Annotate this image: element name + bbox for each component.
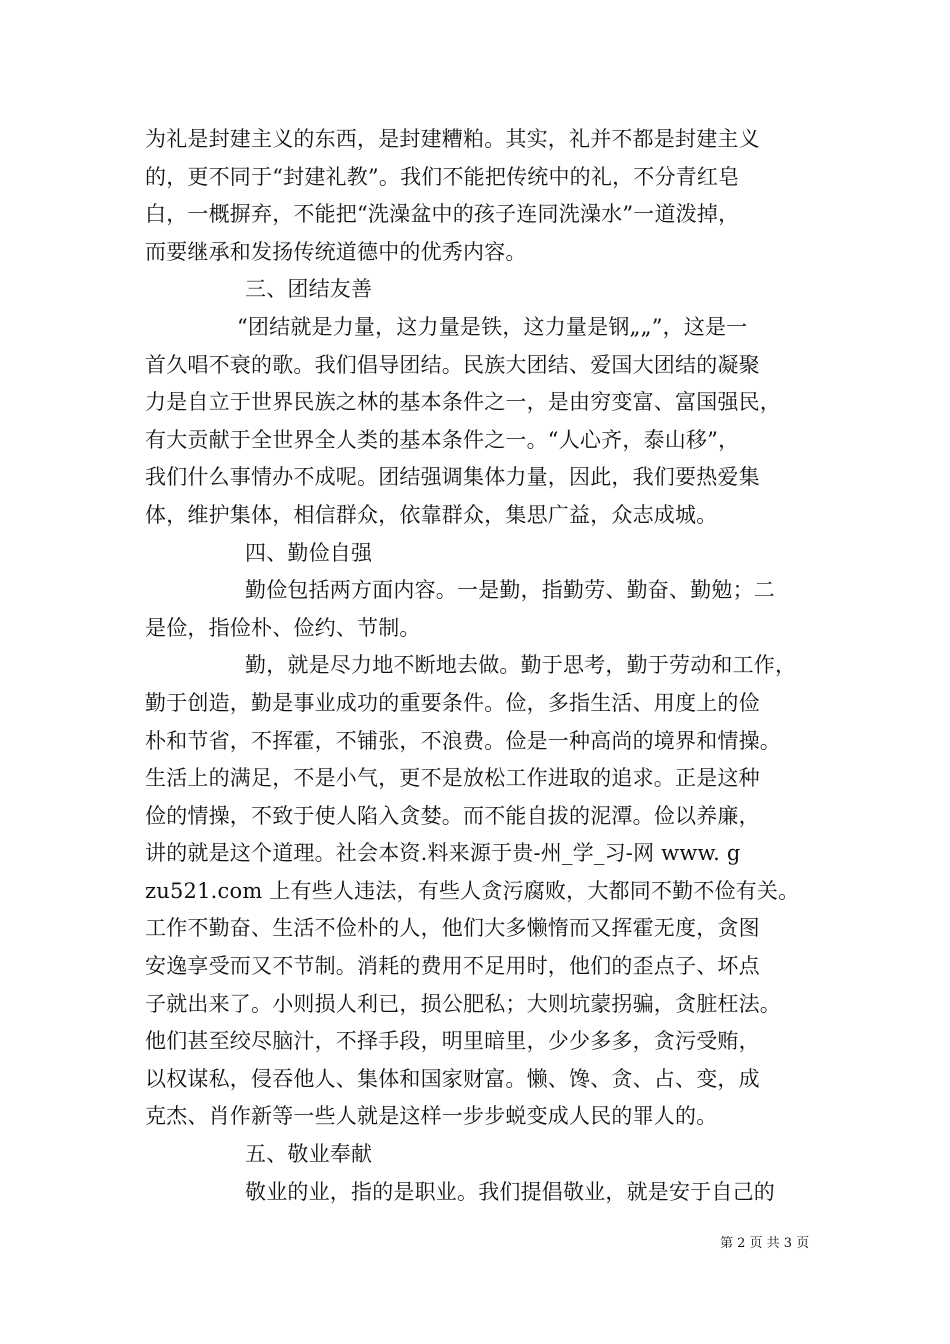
section-heading-diligence: 四、勤俭自强 xyxy=(245,540,373,565)
paragraph-line: zu521.com 上有些人违法，有些人贪污腐败，大都同不勤不俭有关。 xyxy=(145,878,800,903)
paragraph-line: 我们什么事情办不成呢。团结强调集体力量，因此，我们要热爱集 xyxy=(145,465,760,490)
paragraph-line: 力是自立于世界民族之林的基本条件之一，是由穷变富、富国强民， xyxy=(145,390,781,415)
paragraph-line: 克杰、肖作新等一些人就是这样一步步蜕变成人民的罪人的。 xyxy=(145,1104,718,1129)
paragraph-line: 生活上的满足，不是小气，更不是放松工作进取的追求。正是这种 xyxy=(145,766,760,791)
paragraph-line: 工作不勤奋、生活不俭朴的人，他们大多懒惰而又挥霍无度，贪图 xyxy=(145,916,760,941)
paragraph-line: 为礼是封建主义的东西，是封建糟粕。其实，礼并不都是封建主义 xyxy=(145,127,760,151)
paragraph-line: 勤俭包括两方面内容。一是勤，指勤劳、勤奋、勤勉；二 xyxy=(245,578,775,603)
paragraph-line: “团结就是力量，这力量是铁，这力量是钢„„”，这是一 xyxy=(237,314,748,339)
section-heading-unity: 三、团结友善 xyxy=(245,277,373,302)
paragraph-line: 讲的就是这个道理。社会本资.料来源于贵-州_学_习-网 www. g xyxy=(145,841,741,866)
paragraph-line: 他们甚至绞尽脑汁，不择手段，明里暗里，少少多多，贪污受贿， xyxy=(145,1029,760,1054)
paragraph-line: 以权谋私，侵吞他人、集体和国家财富。懒、馋、贪、占、变，成 xyxy=(145,1066,760,1091)
paragraph-line: 是俭，指俭朴、俭约、节制。 xyxy=(145,615,421,640)
page-number: 第 2 页 共 3 页 xyxy=(720,1236,810,1251)
paragraph-line: 有大贡献于全世界全人类的基本条件之一。“人心齐，泰山移”， xyxy=(145,427,740,452)
paragraph-line: 朴和节省，不挥霍，不铺张，不浪费。俭是一种高尚的境界和情操。 xyxy=(145,728,781,753)
paragraph-line: 勤于创造，勤是事业成功的重要条件。俭，多指生活、用度上的俭 xyxy=(145,690,760,715)
paragraph-line: 安逸享受而又不节制。消耗的费用不足用时，他们的歪点子、坏点 xyxy=(145,954,760,979)
paragraph-line: 子就出来了。小则损人利已，损公肥私；大则坑蒙拐骗，贪脏枉法。 xyxy=(145,991,781,1016)
paragraph-line: 敬业的业，指的是职业。我们提倡敬业，就是安于自己的 xyxy=(245,1179,775,1204)
paragraph-line: 而要继承和发扬传统道德中的优秀内容。 xyxy=(145,239,527,264)
paragraph-line: 体，维护集体，相信群众，依靠群众，集思广益，众志成城。 xyxy=(145,502,718,527)
section-heading-dedication: 五、敬业奉献 xyxy=(245,1142,373,1167)
paragraph-line: 勤，就是尽力地不断地去做。勤于思考，勤于劳动和工作， xyxy=(245,653,797,678)
paragraph-line: 首久唱不衰的歌。我们倡导团结。民族大团结、爱国大团结的凝聚 xyxy=(145,352,760,377)
paragraph-line: 的，更不同于“封建礼教”。我们不能把传统中的礼，不分青红皂 xyxy=(145,164,740,189)
document-body xyxy=(145,121,810,1211)
paragraph-line: 俭的情操，不致于使人陷入贪婪。而不能自拔的泥潭。俭以养廉， xyxy=(145,803,760,828)
paragraph-line: 白，一概摒弃，不能把“洗澡盆中的孩子连同洗澡水”一道泼掉， xyxy=(145,202,740,227)
